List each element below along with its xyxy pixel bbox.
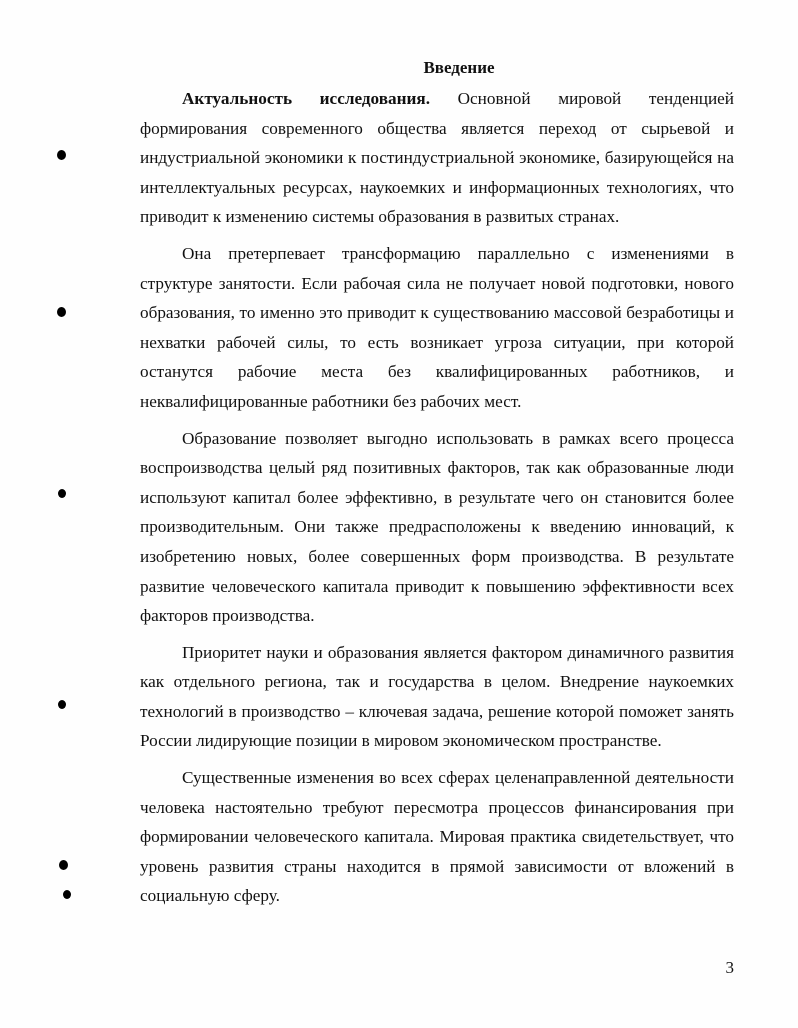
- paragraph-3: Образование позволяет выгодно использовать в рамках всего процесса воспроизводства целый ряд позитивных факторов, так как образованные люди используют капитал более эффективно, в результате чего он становится более производительным. Они также предрасположены к введению инноваций, к изобретению новых, более совершенных форм производства. В результате развитие человеческого капитала приводит к повышению эффективности всех факторов производства.: [140, 428, 734, 626]
- paragraph-text: Основной мировой тенденцией формирования современного общества является переход от сырьевой и индустриальной экономики к постиндустриальной экономике, базирующейся на интеллектуальных ресурсах, наукоемких и информационных технологиях, что приводит к изменению системы образования в развитых странах.: [140, 89, 734, 227]
- paragraph-1: [140, 84, 734, 232]
- binding-hole-mark: [58, 489, 66, 498]
- paragraph-4: Приоритет науки и образования является фактором динамичного развития как отдельного региона, так и государства в целом. Внедрение наукоемких технологий в производство – ключевая задача, решение которой поможет занять России лидирующие позиции в мировом экономическом пространстве.: [140, 642, 734, 751]
- paragraph-lead: Актуальность исследования.: [182, 89, 430, 108]
- binding-hole-mark: [58, 700, 66, 709]
- paragraph-5: Существенные изменения во всех сферах целенаправленной деятельности человека настоятельно требуют пересмотра процессов финансирования при формировании человеческого капитала. Мировая практика свидетельствует, что уровень развития страны находится в прямой зависимости от вложений в социальную сферу.: [140, 768, 734, 906]
- paragraph-2: Она претерпевает трансформацию параллельно с изменениями в структуре занятости. Если рабочая сила не получает новой подготовки, нового образования, то именно это приводит к существованию массовой безработицы и нехватки рабочей силы, то есть возникает угроза ситуации, при которой останутся рабочие места без квалифицированных работников, и неквалифицированные работники без рабочих мест.: [140, 243, 734, 411]
- page-number: 3: [725, 958, 734, 977]
- binding-hole-mark: [59, 860, 68, 870]
- document-body: [140, 84, 734, 918]
- binding-hole-mark: [63, 890, 71, 899]
- binding-hole-mark: [57, 150, 66, 160]
- page-title: Введение: [423, 58, 495, 77]
- binding-hole-mark: [57, 307, 66, 317]
